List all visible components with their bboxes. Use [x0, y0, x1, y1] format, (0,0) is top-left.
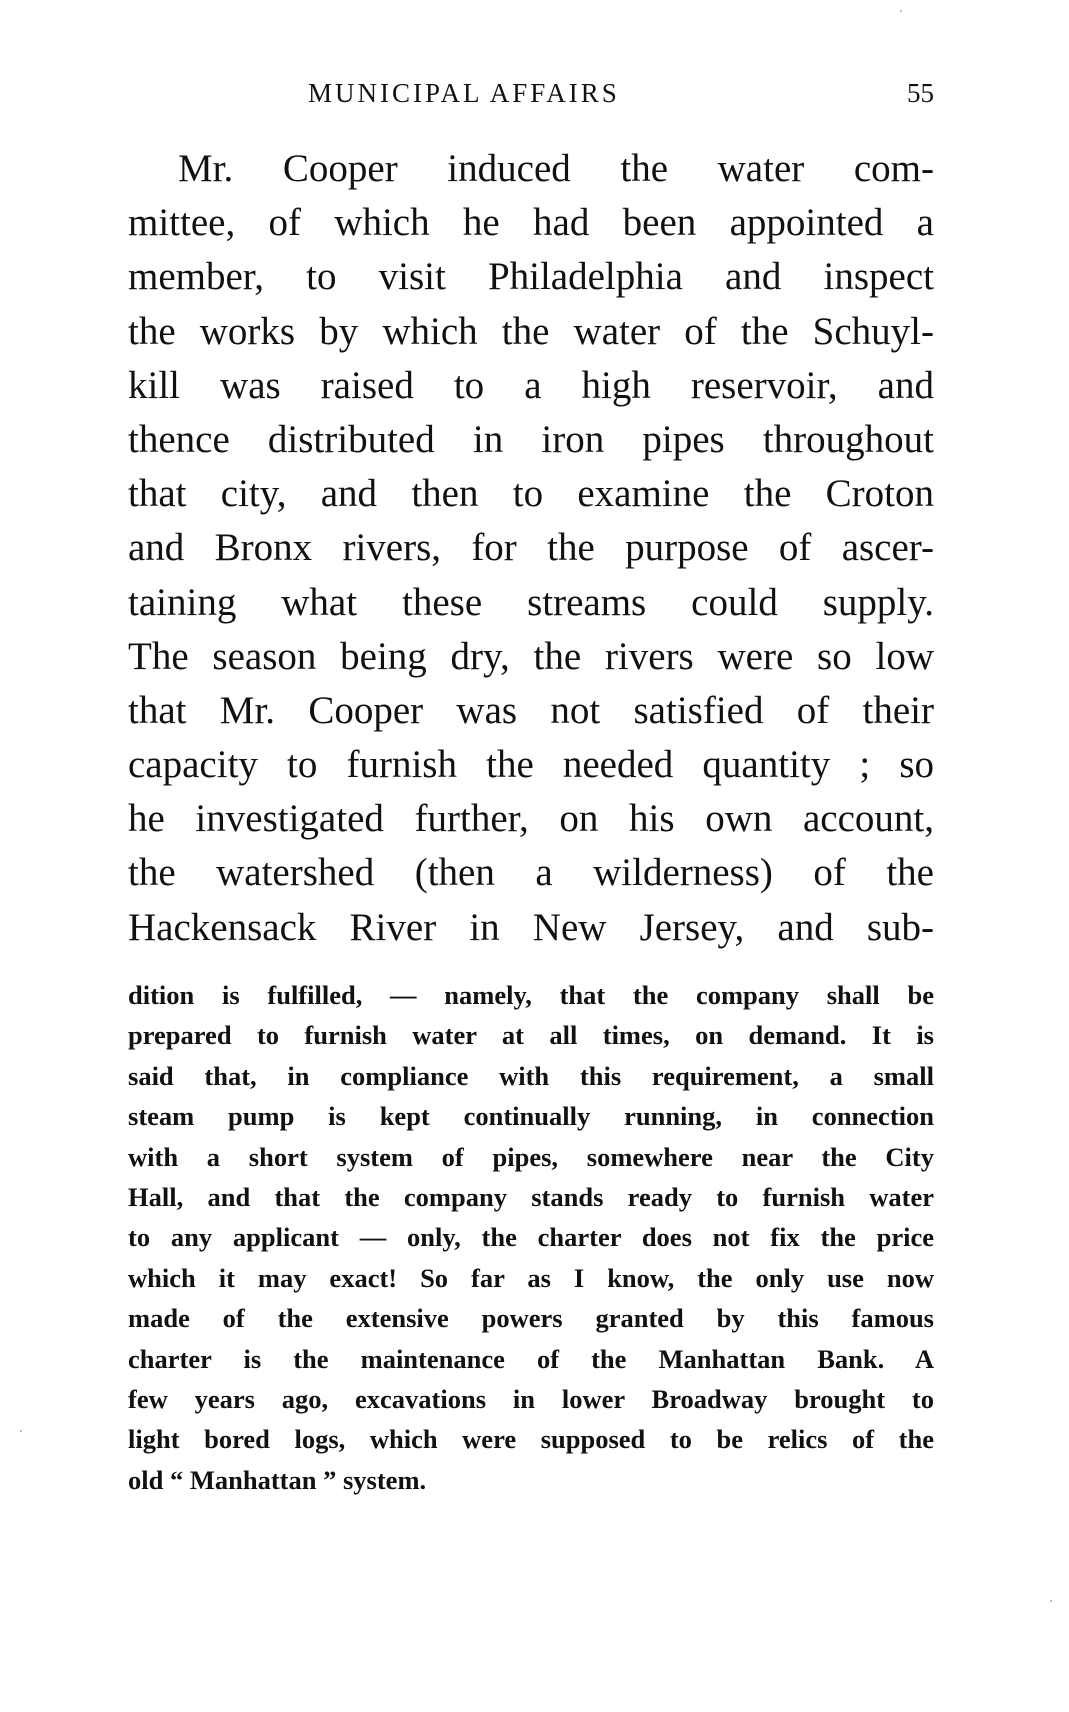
- footnote: [128, 975, 934, 1500]
- text-line: taining what these streams could supply.: [128, 580, 934, 624]
- text-line: old “ Manhattan ” system.: [128, 1464, 427, 1495]
- text-line: steam pump is kept continually running, in connection: [128, 1101, 934, 1132]
- text-line: with a short system of pipes, somewhere near the City: [128, 1141, 934, 1172]
- text-line: that Mr. Cooper was not satisfied of their: [128, 688, 934, 732]
- text-line: dition is fulfilled, — namely, that the company shall be: [128, 980, 934, 1010]
- main-text: [128, 142, 934, 955]
- text-line: and Bronx rivers, for the purpose of ascer-: [128, 526, 934, 570]
- text-line: The season being dry, the rivers were so low: [128, 634, 934, 678]
- text-line: said that, in compliance with this requirement, a small: [128, 1060, 934, 1091]
- text-line: charter is the maintenance of the Manhattan Bank. A: [128, 1343, 934, 1374]
- text-line: Mr. Cooper induced the water com-: [178, 147, 934, 190]
- text-line: mittee, of which he had been appointed a: [128, 201, 934, 245]
- text-line: capacity to furnish the needed quantity ; so: [128, 743, 934, 787]
- text-line: Hackensack River in New Jersey, and sub-: [128, 905, 934, 949]
- text-line: thence distributed in iron pipes throughout: [128, 417, 934, 461]
- running-title: MUNICIPAL AFFAIRS: [308, 78, 620, 108]
- text-line: few years ago, excavations in lower Broadway brought to: [128, 1383, 934, 1414]
- text-line: which it may exact! So far as I know, the only use now: [128, 1262, 934, 1293]
- scan-speck: [900, 10, 902, 12]
- text-line: he investigated further, on his own account,: [128, 797, 934, 841]
- text-line: member, to visit Philadelphia and inspect: [128, 255, 934, 299]
- scan-speck: [1050, 1600, 1052, 1602]
- text-line: light bored logs, which were supposed to be relics of the: [128, 1424, 934, 1455]
- text-line: Hall, and that the company stands ready to furnish water: [128, 1181, 934, 1212]
- text-line: made of the extensive powers granted by this famous: [128, 1303, 934, 1334]
- text-line: the watershed (then a wilderness) of the: [128, 851, 934, 895]
- text-line: to any applicant — only, the charter does not fix the price: [128, 1222, 934, 1253]
- scan-speck: [20, 1430, 22, 1432]
- text-line: kill was raised to a high reservoir, and: [128, 363, 934, 407]
- text-line: prepared to furnish water at all times, on demand. It is: [128, 1020, 934, 1051]
- page-number: 55: [907, 78, 934, 108]
- running-header: [128, 78, 934, 118]
- text-line: that city, and then to examine the Croton: [128, 472, 934, 516]
- text-line: the works by which the water of the Schuyl-: [128, 309, 934, 353]
